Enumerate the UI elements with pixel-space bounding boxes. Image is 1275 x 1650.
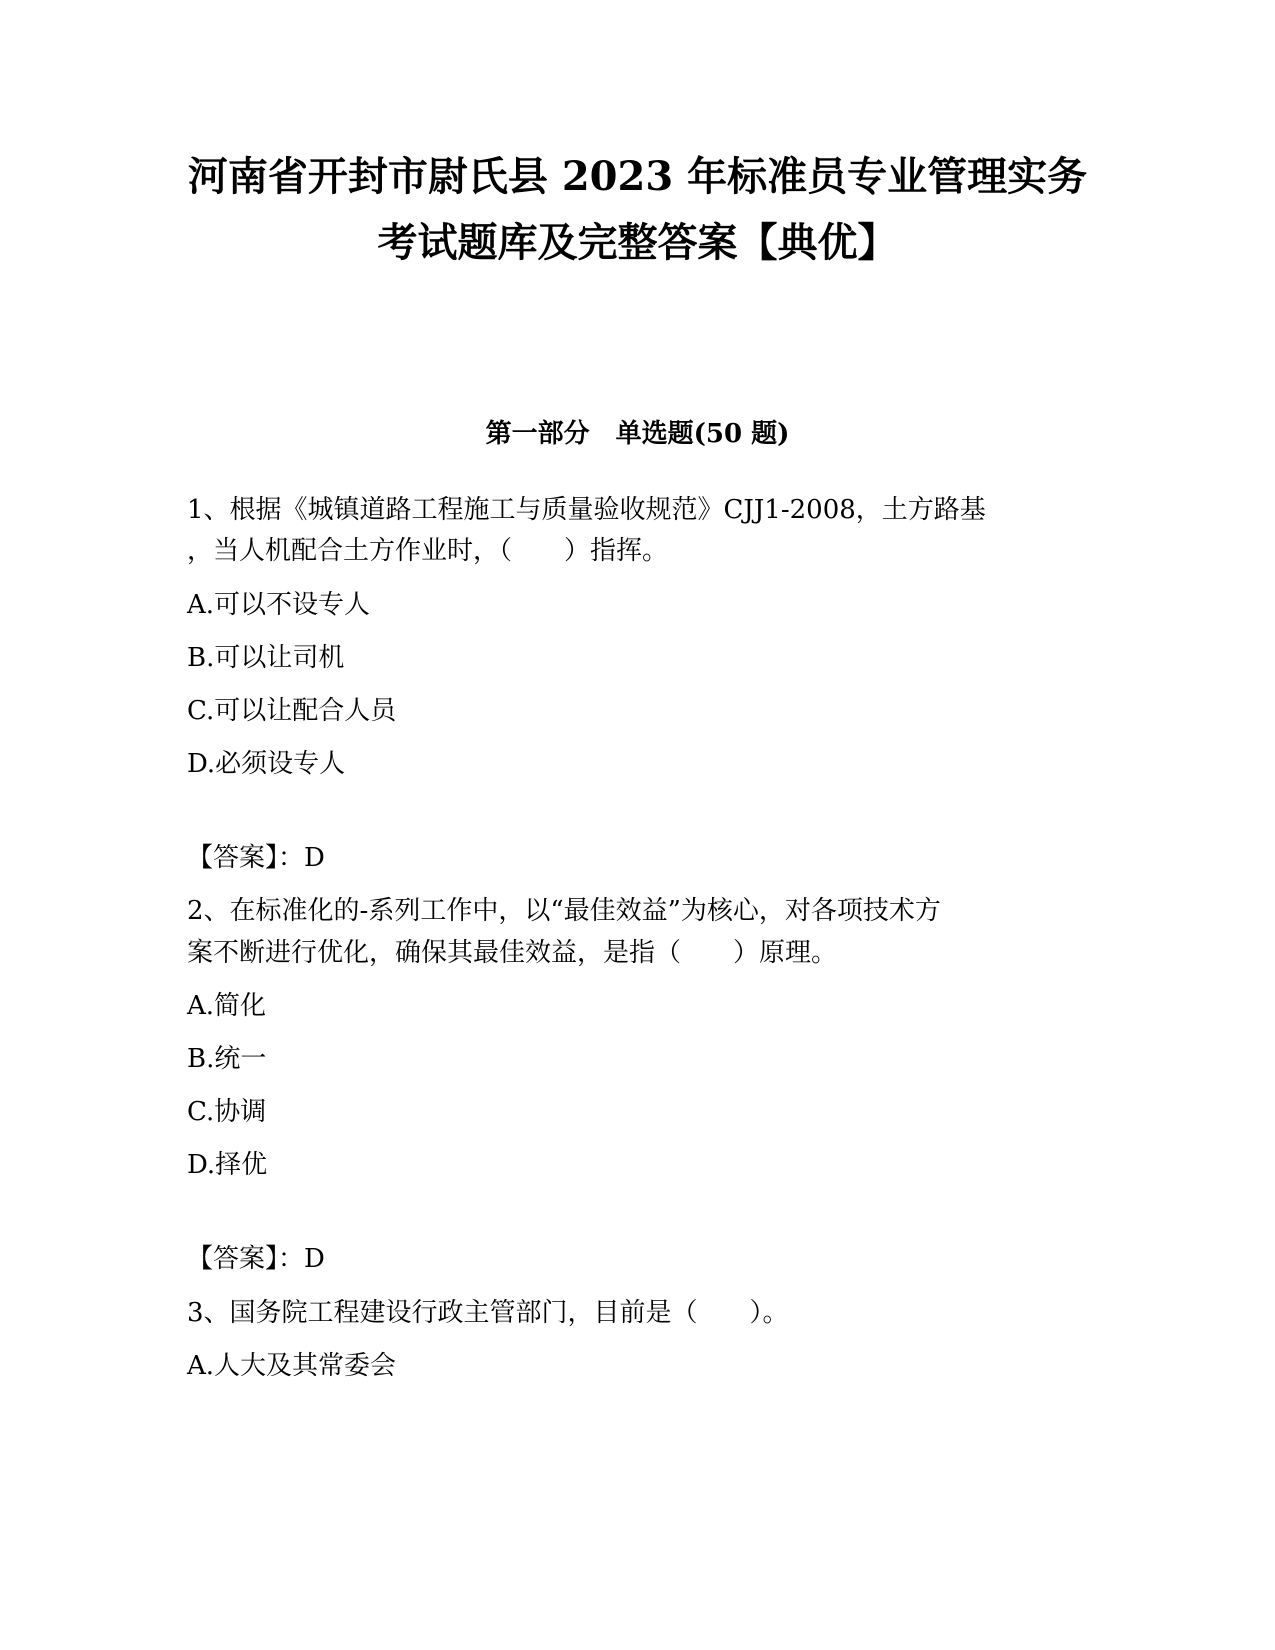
question-2-text-line-2: 案不断进行优化，确保其最佳效益，是指（ ）原理。 — [187, 938, 838, 968]
question-1-option-c: C.可以让配合人员 — [187, 696, 397, 726]
question-1-option-a: A.可以不设专人 — [187, 590, 371, 620]
question-3-text-line-1: 3、国务院工程建设行政主管部门，目前是（ ）。 — [187, 1298, 789, 1328]
question-2-option-a: A.简化 — [187, 991, 267, 1021]
question-1-option-d: D.必须设专人 — [187, 749, 346, 779]
question-2-option-b: B.统一 — [187, 1044, 267, 1074]
section-header: 第一部分 单选题(50 题) — [485, 419, 790, 449]
question-1-text-line-2: ，当人机配合土方作业时，（ ）指挥。 — [187, 536, 669, 566]
question-2-answer: 【答案】：D — [187, 1244, 325, 1274]
question-3-option-a: A.人大及其常委会 — [187, 1351, 397, 1381]
question-1-answer: 【答案】：D — [187, 843, 325, 873]
question-2-option-d: D.择优 — [187, 1150, 268, 1180]
question-2-text-line-1: 2、在标准化的-系列工作中，以“最佳效益”为核心，对各项技术方 — [187, 896, 941, 926]
question-1-text-line-1: 1、根据《城镇道路工程施工与质量验收规范》CJJ1-2008，土方路基 — [187, 495, 986, 525]
document-title-line-2: 考试题库及完整答案【典优】 — [377, 219, 898, 266]
question-1-option-b: B.可以让司机 — [187, 643, 345, 673]
question-2-option-c: C.协调 — [187, 1097, 267, 1127]
document-title-line-1: 河南省开封市尉氏县 2023 年标准员专业管理实务 — [187, 153, 1088, 200]
